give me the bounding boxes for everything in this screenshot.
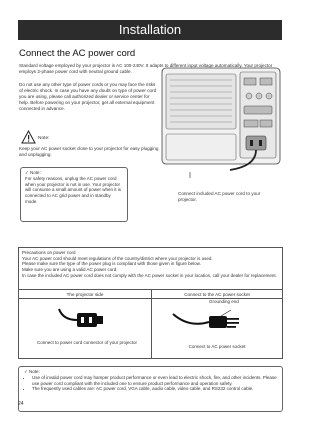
note-label: Note: <box>30 170 41 175</box>
safety-note-box <box>20 167 128 222</box>
column-header-ac-socket: Connect to the AC power socket <box>151 289 283 299</box>
plug-type-table <box>19 289 283 359</box>
check-icon: ✓ <box>24 369 30 374</box>
projector-illustration <box>160 66 282 178</box>
precautions-title: Precautions on power cord <box>22 250 76 255</box>
power-cord-callout: Connect included AC power cord to your projector. <box>178 191 261 202</box>
projector-connector-icon <box>53 305 123 335</box>
intro-paragraph: Standard voltage employed by your projector is AC 100-240V. It adapts to different input voltage automatically. Your projector employs 2-phase power cord with neutral ground cable. <box>19 63 273 74</box>
column-divider <box>151 289 152 359</box>
precautions-box <box>18 247 283 359</box>
note-bullet: • Use of invalid power cord may hamper product performance or even lead to electric shock, fire, and other incidents. Please use power cord compliant with the included one to ensure product performance and operation safety. <box>32 375 277 387</box>
check-icon: ✓ <box>25 170 31 175</box>
warning-icon <box>21 130 36 144</box>
note-label: Note: <box>29 369 40 374</box>
cable-note-box <box>18 366 283 412</box>
page-banner: Installation <box>18 20 282 40</box>
ac-plug-icon <box>169 304 269 338</box>
note-label: Note: <box>38 136 50 141</box>
precautions-line: Make sure you are using a valid AC power cord. <box>22 267 118 273</box>
precautions-line: Please make sure the type of the power plug is compliant with those given in figure below. <box>22 261 201 267</box>
precautions-line: Your AC power cord should meet regulations of the country/district where your projector is used. <box>22 255 213 261</box>
page-number: 24 <box>18 401 24 407</box>
ac-plug-caption: Connect to AC power socket <box>188 344 246 349</box>
precautions-line: In case the included AC power cord does not comply with the AC power socket in your location, call your dealer for replacement. <box>22 272 277 278</box>
column-header-projector-side: The projector side <box>19 289 151 299</box>
grounding-end-label: Grounding end <box>209 299 239 304</box>
section-title: Connect the AC power cord <box>19 48 136 59</box>
safety-note-text: For safety reasons, unplug the AC power cord when your projector is not in use. Your projector will consume a small amount of power when it is connected to AC grid power and in standby mode. <box>25 175 122 204</box>
note-bullet: • The frequently used cables are: AC power cord, VGA cable, audio cable, video cable, and RS232 control cable. <box>32 386 277 392</box>
projector-connector-caption: Connect to power cord connector of your projector <box>36 340 138 345</box>
note-text: Keep your AC power socket close to your projector for easy plugging and unplugging. <box>19 146 159 157</box>
power-cord-paragraph: Do not use any other type of power cords or you may face the risks of electric shock. In case you have any doubt on type of power cord you are using, please call authorized dealer or service center for help. Before powering on your projector, get all external equipment connected in advance. <box>19 82 157 112</box>
